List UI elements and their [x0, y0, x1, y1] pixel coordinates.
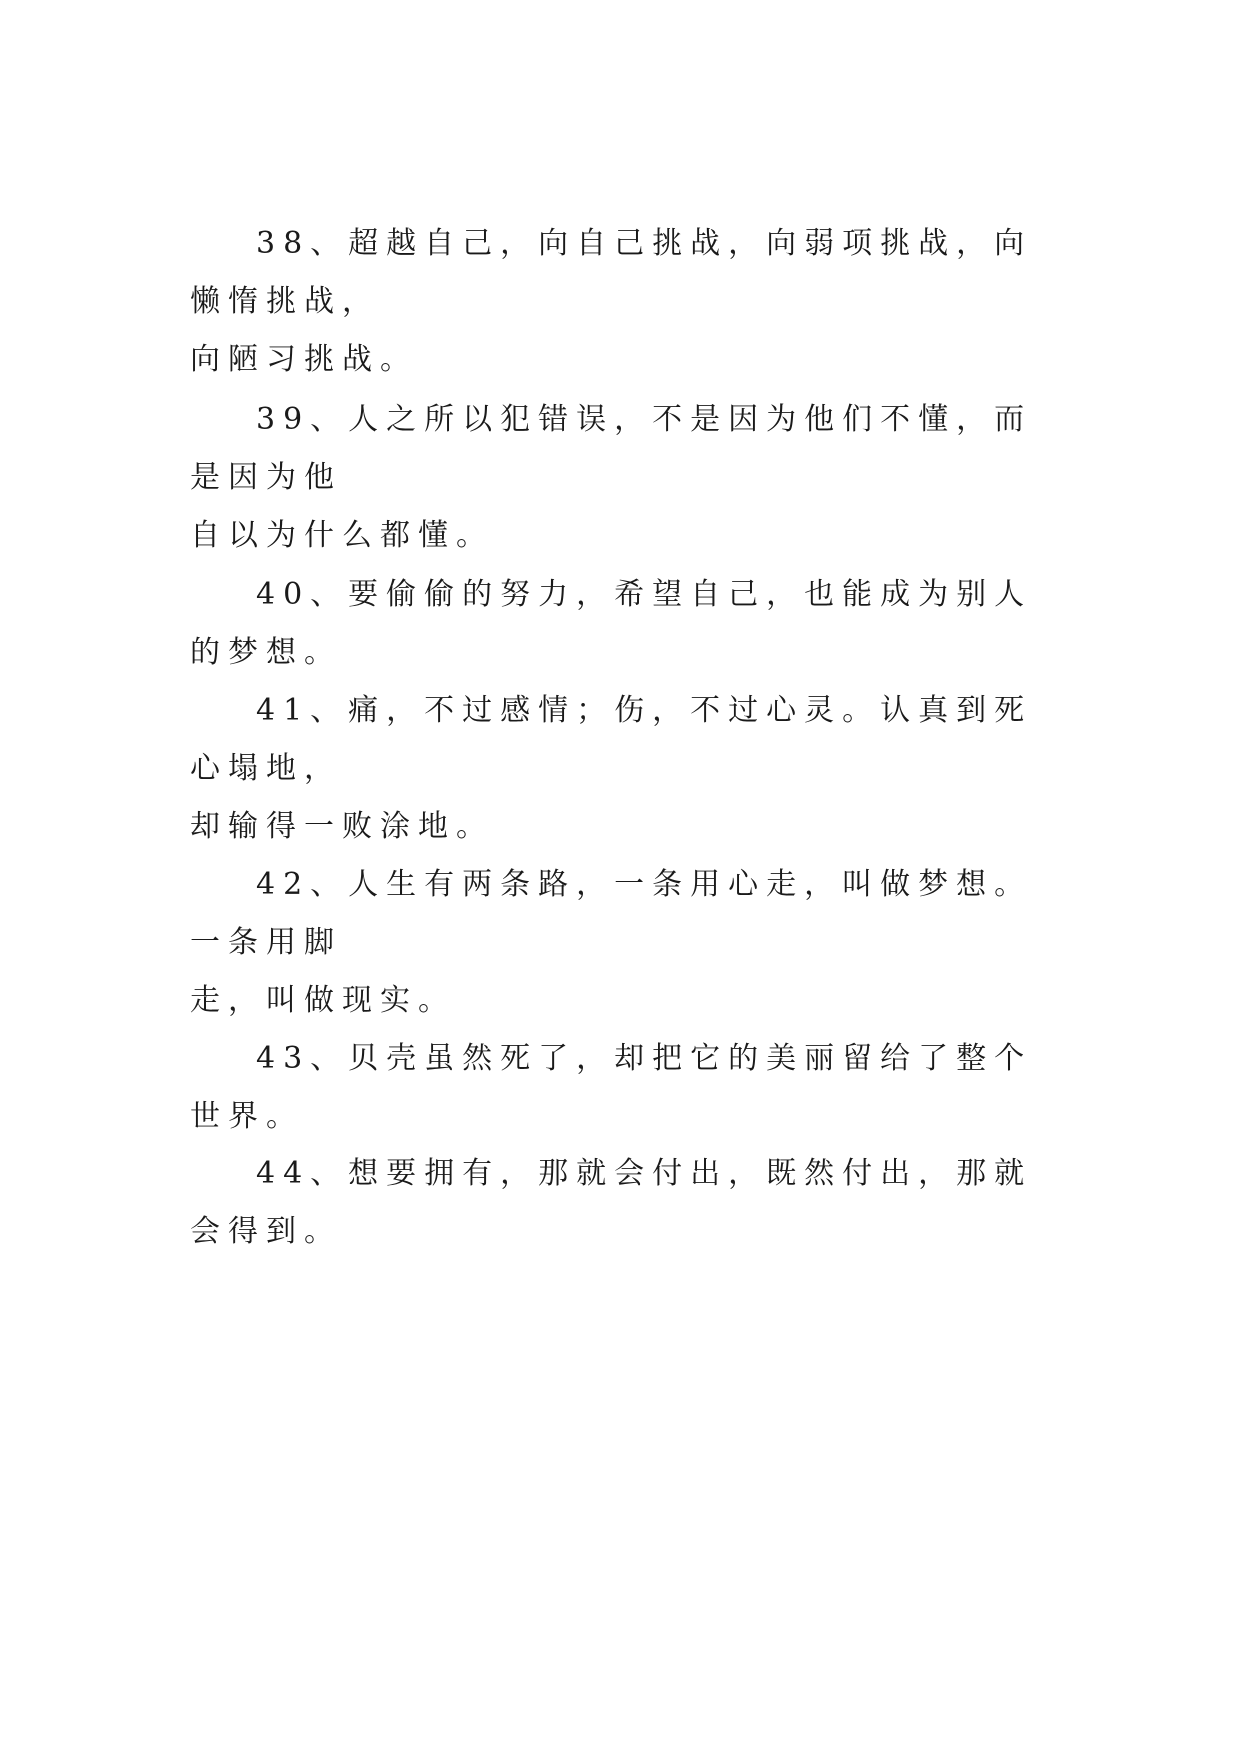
paragraph-41-line-2: 却输得一败涂地。 [190, 809, 494, 844]
paragraph-44-line-1: 44、想要拥有，那就会付出，既然付出，那就会得到。 [190, 1156, 1033, 1249]
paragraph-39 [190, 391, 1050, 565]
paragraph-39-line-2: 自以为什么都懂。 [190, 518, 494, 553]
paragraph-38-line-1: 38、超越自己，向自己挑战，向弱项挑战，向懒惰挑战， [190, 226, 1033, 319]
paragraph-42-line-2: 走，叫做现实。 [190, 983, 456, 1018]
paragraph-41 [190, 682, 1050, 856]
paragraph-43-line-1: 43、贝壳虽然死了，却把它的美丽留给了整个世界。 [190, 1041, 1033, 1134]
paragraph-42-line-1: 42、人生有两条路，一条用心走，叫做梦想。一条用脚 [190, 867, 1033, 960]
paragraph-39-line-1: 39、人之所以犯错误，不是因为他们不懂，而是因为他 [190, 402, 1033, 495]
paragraph-41-line-1: 41、痛，不过感情；伤，不过心灵。认真到死心塌地， [190, 693, 1033, 786]
paragraph-38-line-2: 向陋习挑战。 [190, 342, 418, 377]
paragraph-40-line-1: 40、要偷偷的努力，希望自己，也能成为别人的梦想。 [190, 577, 1033, 670]
paragraph-44 [190, 1145, 1050, 1261]
paragraph-40 [190, 566, 1050, 682]
paragraph-43 [190, 1030, 1050, 1146]
paragraph-42 [190, 856, 1050, 1030]
paragraph-38 [190, 215, 1050, 389]
